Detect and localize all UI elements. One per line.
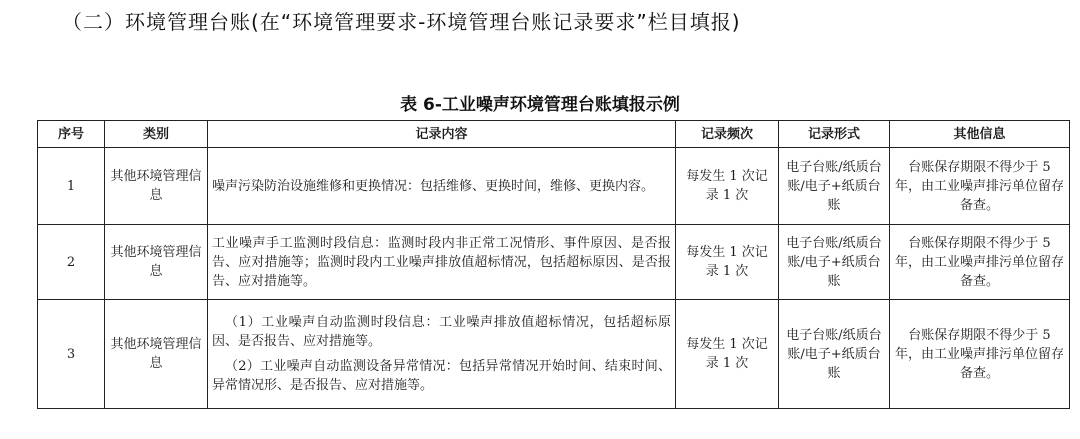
cell-form: 电子台账/纸质台账/电子+纸质台账: [779, 225, 890, 300]
col-header-frequency: 记录频次: [676, 121, 779, 148]
cell-category: 其他环境管理信息: [105, 225, 208, 300]
cell-category: 其他环境管理信息: [105, 300, 208, 409]
col-header-form: 记录形式: [779, 121, 890, 148]
content-paragraph: （2）工业噪声自动监测设备异常情况：包括异常情况开始时间、结束时间、异常情况形、是否报告、应对措施等。: [212, 359, 671, 393]
cell-form: 电子台账/纸质台账/电子+纸质台账: [779, 148, 890, 225]
cell-frequency: 每发生 1 次记录 1 次: [676, 225, 779, 300]
cell-frequency: 每发生 1 次记录 1 次: [676, 148, 779, 225]
content-paragraph: 噪声污染防治设施维修和更换情况：包括维修、更换时间，维修、更换内容。: [212, 178, 655, 194]
table-row: [38, 300, 1070, 409]
cell-other: 台账保存期限不得少于 5 年，由工业噪声排污单位留存备查。: [890, 148, 1070, 225]
cell-frequency: 每发生 1 次记录 1 次: [676, 300, 779, 409]
content-paragraph: （1）工业噪声自动监测时段信息：工业噪声排放值超标情况，包括超标原因、是否报告、应对措施等。: [212, 315, 671, 349]
section-heading: （二）环境管理台账(在“环境管理要求-环境管理台账记录要求”栏目填报): [62, 10, 741, 34]
cell-form: 电子台账/纸质台账/电子+纸质台账: [779, 300, 890, 409]
cell-no: 1: [38, 148, 105, 225]
table-row: [38, 148, 1070, 225]
col-header-category: 类别: [105, 121, 208, 148]
col-header-content: 记录内容: [208, 121, 676, 148]
cell-content: [208, 300, 676, 409]
cell-other: 台账保存期限不得少于 5 年，由工业噪声排污单位留存备查。: [890, 300, 1070, 409]
cell-category: 其他环境管理信息: [105, 148, 208, 225]
col-header-no: 序号: [38, 121, 105, 148]
table-row: [38, 225, 1070, 300]
table-caption: 表 6-工业噪声环境管理台账填报示例: [400, 95, 680, 115]
cell-no: 3: [38, 300, 105, 409]
cell-no: 2: [38, 225, 105, 300]
cell-content: [208, 148, 676, 225]
col-header-other: 其他信息: [890, 121, 1070, 148]
table-header-row: [38, 121, 1070, 148]
content-paragraph: 工业噪声手工监测时段信息：监测时段内非正常工况情形、事件原因、是否报告、应对措施等；监测时段内工业噪声排放值超标情况，包括超标原因、是否报告、应对措施等。: [212, 235, 671, 289]
cell-content: [208, 225, 676, 300]
noise-ledger-table: [37, 120, 1070, 409]
cell-other: 台账保存期限不得少于 5 年，由工业噪声排污单位留存备查。: [890, 225, 1070, 300]
